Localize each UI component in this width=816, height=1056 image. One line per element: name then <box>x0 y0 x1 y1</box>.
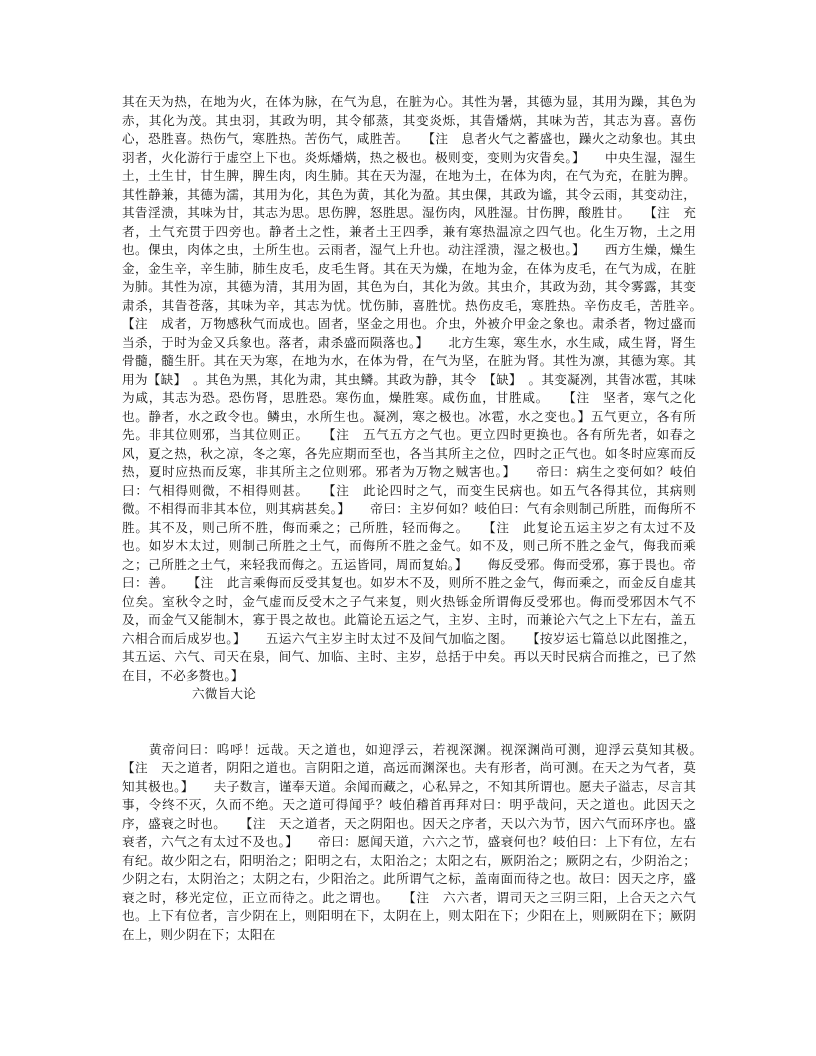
body-paragraph: 黄帝问曰：呜呼！远哉。天之道也，如迎浮云，若视深渊。视深渊尚可测，迎浮云莫知其极。 【注 天之道者，阴阳之道也。言阴阳之道，高远而渊深也。夫有形者，尚可测。在天之为气者，莫知其极也。】 夫子数言，谨奉天道。余闻而藏之，心私异之，不知其所谓也。愿夫子溢志，尽言其事，令终不灭，久而不绝。天之道可得闻乎？岐伯稽首再拜对曰：明乎哉问，天之道也。此因天之序，盛衰之时也。 【注 天之道者，天之阴阳也。因天之序者，天以六为节，因六气而环序也。盛衰者，六气之有太过不及也。】 帝曰：愿闻天道，六六之节，盛衰何也？岐伯曰：上下有位，左右有纪。故少阳之右，阳明治之；阳明之右，太阳治之；太阳之右，厥阴治之；厥阴之右，少阴治之；少阴之右，太阴治之；太阴之右，少阳治之。此所谓气之标，盖南面而待之也。故曰：因天之序，盛衰之时，移光定位，正立而待之。此之谓也。 【注 六六者，谓司天之三阴三阳，上合天之六气也。上下有位者，言少阴在上，则阳明在下，太阴在上，则太阳在下；少阳在上，则厥阴在下；厥阴在上，则少阴在下；太阳在 <box>122 741 722 942</box>
section-heading: 六微旨大论 <box>192 686 256 701</box>
document-page <box>122 93 722 944</box>
paragraph-spacer <box>122 704 696 741</box>
body-paragraph: 其在天为热，在地为火，在体为脉，在气为息，在脏为心。其性为暑，其德为显，其用为躁，其色为赤，其化为茂。其虫羽，其政为明，其令郁蒸，其变炎烁，其眚燔焫，其味为苦，其志为喜。喜伤心，恐胜喜。热伤气，寒胜热。苦伤气，咸胜苦。 【注 息者火气之蓄盛也，躁火之动象也。其虫羽者，火化游行于虚空上下也。炎烁燔焫，热之极也。极则变，变则为灾眚矣。】 中央生湿，湿生土，土生甘，甘生脾，脾生肉，肉生肺。其在天为湿，在地为土，在体为肉，在气为充，在脏为脾。其性静兼，其德为濡，其用为化，其色为黄，其化为盈。其虫倮，其政为谧，其令云雨，其变动注，其眚淫溃，其味为甘，其志为思。思伤脾，怒胜思。湿伤肉，风胜湿。甘伤脾，酸胜甘。 【注 充者，土气充贯于四旁也。静者土之性，兼者土王四季，兼有寒热温凉之四气也。化生万物，土之用也。倮虫，肉体之虫，土所生也。云雨者，湿气上升也。动注淫溃，湿之极也。】 西方生燥，燥生金，金生辛，辛生肺，肺生皮毛，皮毛生肾。其在天为燥，在地为金，在体为皮毛，在气为成，在脏为肺。其性为凉，其德为清，其用为固，其色为白，其化为敛。其虫介，其政为劲，其令雾露，其变肃杀，其眚苍落，其味为辛，其志为忧。忧伤肺，喜胜忧。热伤皮毛，寒胜热。辛伤皮毛，苦胜辛。 【注 成者，万物感秋气而成也。固者，坚金之用也。介虫，外被介甲金之象也。肃杀者，物过盛而当杀，于时为金又兵象也。落者，肃杀盛而陨落也。】 北方生寒，寒生水，水生咸，咸生肾，肾生骨髓，髓生肝。其在天为寒，在地为水，在体为骨，在气为坚，在脏为肾。其性为凛，其德为寒。其用为【缺】 。其色为黑，其化为肃，其虫鳞。其政为静，其令 【缺】 。其变凝冽，其眚冰雹，其味为咸，其志为恐。恐伤肾，思胜恐。寒伤血，燥胜寒。咸伤血，甘胜咸。 【注 坚者，寒气之化也。静者，水之政令也。鳞虫，水所生也。凝冽，寒之极也。冰雹，水之变也。】五气更立，各有所先。非其位则邪，当其位则正。 【注 五气五方之气也。更立四时更换也。各有所先者，如春之风，夏之热，秋之凉，冬之寒，各先应期而至也，各当其所主之位，四时之正气也。如冬时应寒而反热，夏时应热而反寒，非其所主之位则邪。邪者为万物之贼害也。】 帝曰：病生之变何如？岐伯曰：气相得则微，不相得则甚。 【注 此论四时之气，而变生民病也。如五气各得其位，其病则微。不相得而非其本位，则其病甚矣。】 帝曰：主岁何如？岐伯曰：气有余则制己所胜，而侮所不胜。其不及，则己所不胜，侮而乘之；己所胜，轻而侮之。 【注 此复论五运主岁之有太过不及也。如岁木太过，则制己所胜之土气，而侮所不胜之金气。如不及，则己所不胜之金气，侮我而乘之；己所胜之土气，来轻我而侮之。五运皆同，周而复始。】 侮反受邪。侮而受邪，寡于畏也。帝曰：善。 【注 此言乘侮而反受其复也。如岁木不及，则所不胜之金气，侮而乘之，而金反自虚其位矣。室秋令之时，金气虚而反受木之子气来复，则火热铄金所谓侮反受邪也。侮而受邪因木气不及，而金气又能制木，寡于畏之故也。此篇论五运之气，主岁、主时，而兼论六气之上下左右，盖五六相合而后成岁也。】 五运六气主岁主时太过不及间气加临之图。 【按岁运七篇总以此图推之，其五运、六气、司天在泉，间气、加临、主时、主岁，总括于中矣。再以天时民病合而推之，已了然在目，不必多赘也。】 <box>122 94 722 683</box>
